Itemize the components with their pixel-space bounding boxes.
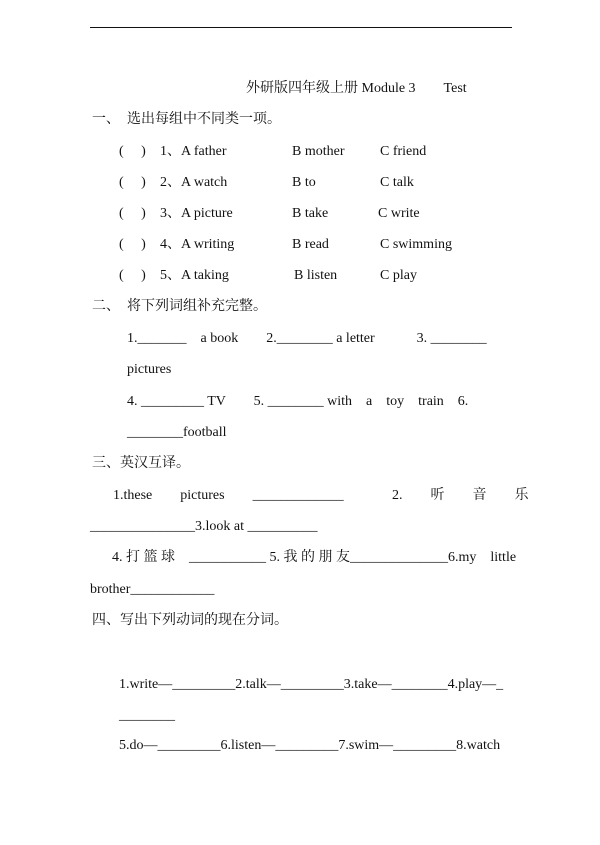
section4-line3[interactable]: 5.do—_________6.listen—_________7.swim—_________8.watch	[119, 738, 501, 753]
option-b: B read	[292, 237, 329, 252]
section2-line1[interactable]: 1._______ a book 2.________ a letter 3. ________	[127, 331, 487, 346]
section3-line4[interactable]: brother____________	[90, 582, 215, 597]
option-a: 5、A taking	[160, 268, 229, 283]
answer-paren[interactable]: ( )	[119, 206, 146, 221]
page-title: 外研版四年级上册 Module 3 Test	[246, 81, 467, 96]
section3-line2[interactable]: _______________3.look at __________	[90, 519, 318, 534]
option-a: 2、A watch	[160, 175, 228, 190]
section2-heading: 二、 将下列词组补充完整。	[92, 299, 267, 314]
section2-line2: pictures	[127, 362, 172, 377]
section3-line3[interactable]: 4. 打 篮 球 ___________ 5. 我 的 朋 友______________6.my little	[112, 550, 517, 565]
option-c: C write	[378, 206, 420, 221]
option-c: C talk	[380, 175, 414, 190]
section2-line3[interactable]: 4. _________ TV 5. ________ with a toy train 6.	[127, 394, 469, 409]
option-a: 3、A picture	[160, 206, 233, 221]
section3-line1b: 2. 听 音 乐	[392, 488, 529, 503]
section2-line4[interactable]: ________football	[127, 425, 227, 440]
option-b: B take	[292, 206, 329, 221]
answer-paren[interactable]: ( )	[119, 144, 146, 159]
option-c: C swimming	[380, 237, 452, 252]
option-b: B mother	[292, 144, 345, 159]
section3-heading: 三、英汉互译。	[92, 456, 190, 471]
section3-line1a[interactable]: 1.these pictures _____________	[113, 488, 344, 503]
top-rule	[90, 27, 512, 28]
section4-heading: 四、写出下列动词的现在分词。	[92, 613, 288, 628]
option-b: B to	[292, 175, 316, 190]
section4-line1[interactable]: 1.write—_________2.talk—_________3.take—________4.play—_	[119, 677, 504, 692]
option-a: 4、A writing	[160, 237, 235, 252]
option-c: C play	[380, 268, 417, 283]
option-c: C friend	[380, 144, 427, 159]
answer-paren[interactable]: ( )	[119, 237, 146, 252]
answer-paren[interactable]: ( )	[119, 268, 146, 283]
section4-line2[interactable]: ________	[119, 708, 175, 723]
section1-heading: 一、 选出每组中不同类一项。	[92, 112, 281, 127]
option-b: B listen	[294, 268, 338, 283]
answer-paren[interactable]: ( )	[119, 175, 146, 190]
option-a: 1、A father	[160, 144, 227, 159]
